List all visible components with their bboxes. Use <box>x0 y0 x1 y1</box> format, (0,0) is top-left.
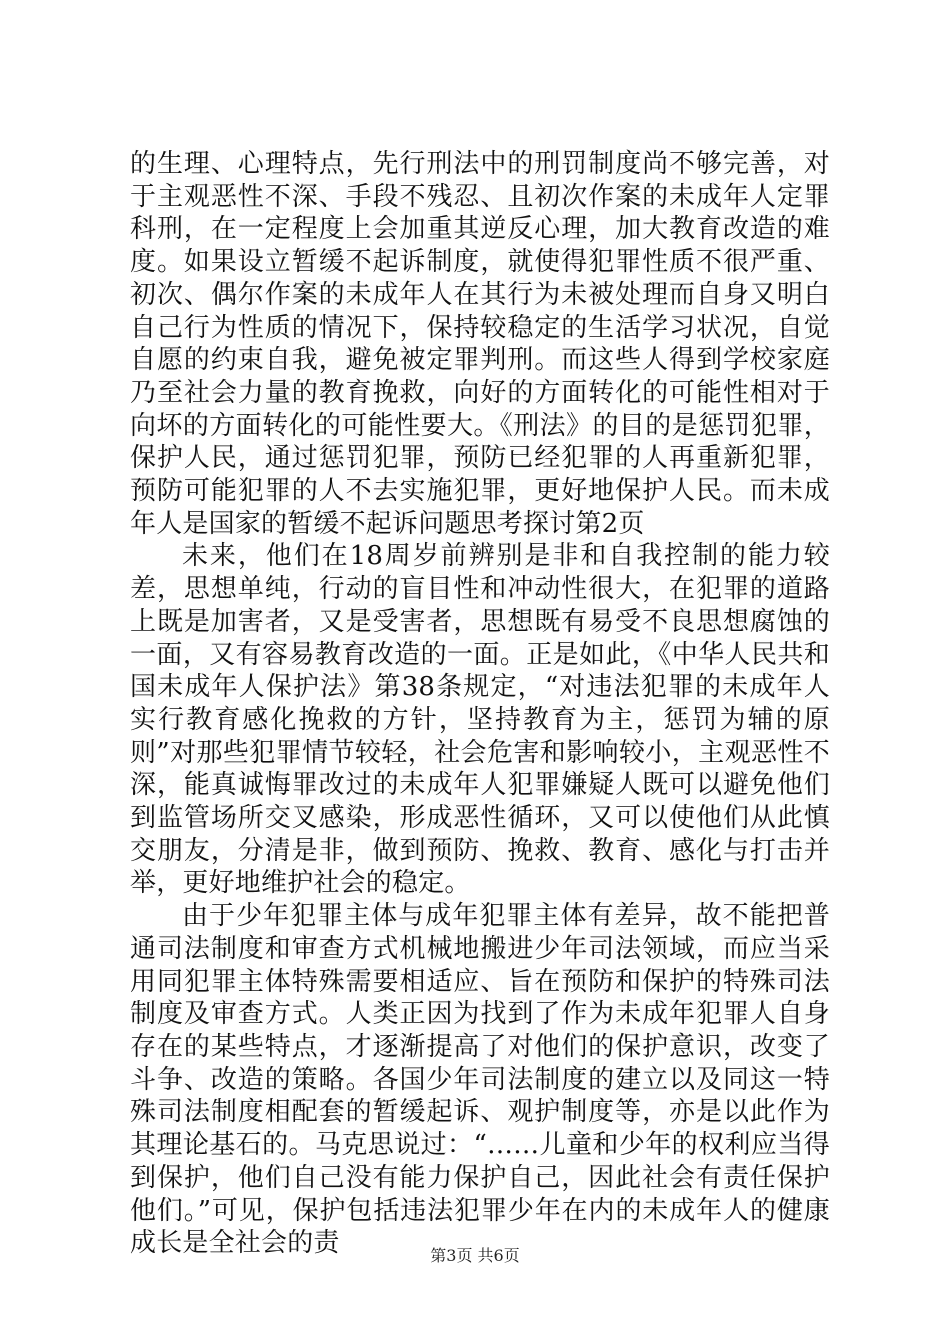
paragraph-1: 的生理、心理特点，先行刑法中的刑罚制度尚不够完善，对于主观恶性不深、手段不残忍、且初次作案的未成年人定罪科刑，在一定程度上会加重其逆反心理，加大教育改造的难度。如果设立暂缓不起诉制度，就使得犯罪性质不很严重、初次、偶尔作案的未成年人在其行为未被处理而自身又明白自己行为性质的情况下，保持较稳定的生活学习状况，自觉自愿的约束自我，避免被定罪判刑。而这些人得到学校家庭乃至社会力量的教育挽救，向好的方面转化的可能性相对于向坏的方面转化的可能性要大。《刑法》的目的是惩罚犯罪，保护人民，通过惩罚犯罪，预防已经犯罪的人再重新犯罪，预防可能犯罪的人不去实施犯罪，更好地保护人民。而未成年人是国家的暂缓不起诉问题思考探讨第2页 <box>130 149 830 539</box>
paragraph-3: 由于少年犯罪主体与成年犯罪主体有差异，故不能把普通司法制度和审查方式机械地搬进少年司法领域，而应当采用同犯罪主体特殊需要相适应、旨在预防和保护的特殊司法制度及审查方式。人类正因为找到了作为未成年犯罪人自身存在的某些特点，才逐渐提高了对他们的保护意识，改变了斗争、改造的策略。各国少年司法制度的建立以及同这一特殊司法制度相配套的暂缓起诉、观护制度等，亦是以此作为其理论基石的。马克思说过：“……儿童和少年的权利应当得到保护，他们自己没有能力保护自己，因此社会有责任保护他们。”可见，保护包括违法犯罪少年在内的未成年人的健康成长是全社会的责 <box>130 901 830 1259</box>
paragraph-2: 未来，他们在18周岁前辨别是非和自我控制的能力较差，思想单纯，行动的盲目性和冲动性很大，在犯罪的道路上既是加害者，又是受害者，思想既有易受不良思想腐蚀的一面，又有容易教育改造的一面。正是如此，《中华人民共和国未成年人保护法》第38条规定，“对违法犯罪的未成年人实行教育感化挽救的方针，坚持教育为主，惩罚为辅的原则”对那些犯罪情节较轻，社会危害和影响较小，主观恶性不深，能真诚悔罪改过的未成年人犯罪嫌疑人既可以避免他们到监管场所交叉感染，形成恶性循环，又可以使他们从此慎交朋友，分清是非，做到预防、挽救、教育、感化与打击并举，更好地维护社会的稳定。 <box>130 541 830 899</box>
page-footer: 第3页 共6页 <box>430 1246 520 1265</box>
document-body <box>130 148 830 1260</box>
